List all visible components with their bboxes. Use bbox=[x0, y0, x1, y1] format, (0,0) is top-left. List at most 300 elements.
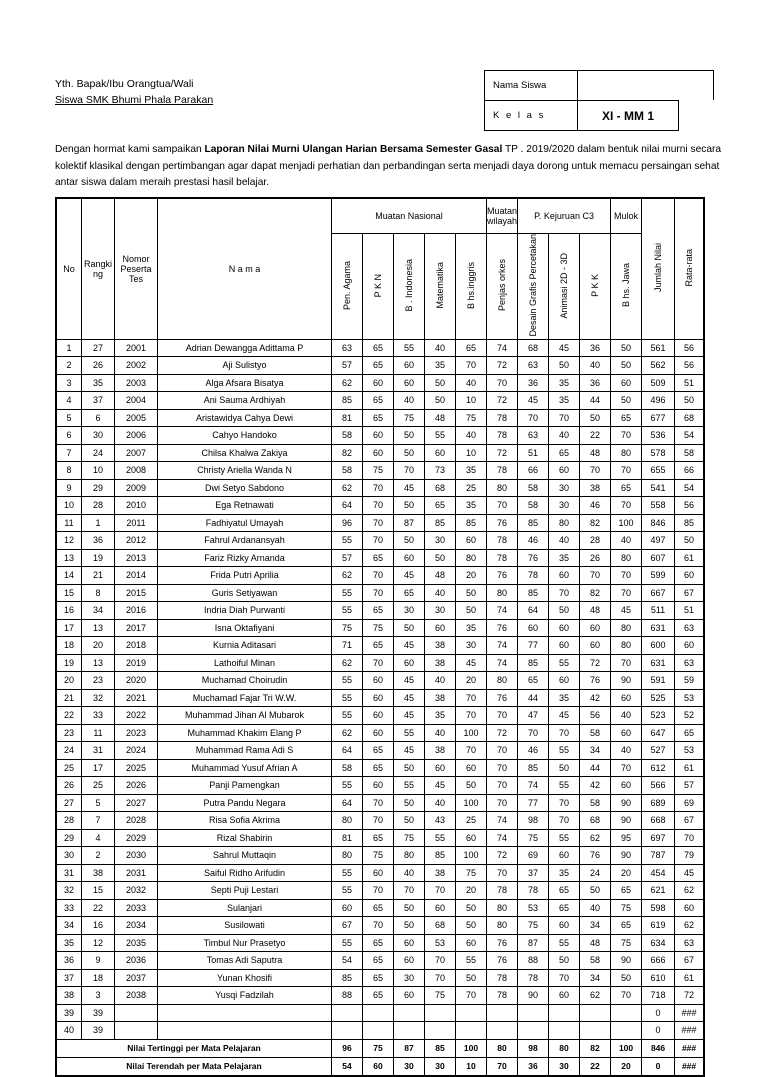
row-score: 56 bbox=[580, 707, 611, 725]
row-score: 58 bbox=[332, 462, 363, 480]
header-subject-b-indonesia-text: B . Indonesia bbox=[403, 259, 414, 312]
row-score: 50 bbox=[425, 374, 456, 392]
row-score: 20 bbox=[611, 864, 642, 882]
row-no: 15 bbox=[56, 584, 82, 602]
row-score: 74 bbox=[487, 339, 518, 357]
row-rangking: 16 bbox=[82, 917, 115, 935]
row-no: 34 bbox=[56, 917, 82, 935]
row-score: 70 bbox=[456, 987, 487, 1005]
table-row[interactable] bbox=[56, 409, 704, 427]
table-row[interactable] bbox=[56, 1004, 704, 1022]
table-row[interactable] bbox=[56, 654, 704, 672]
row-score: 76 bbox=[580, 672, 611, 690]
header-subject-desain-grafis bbox=[518, 234, 549, 340]
row-score: 60 bbox=[456, 532, 487, 550]
row-score: 68 bbox=[425, 479, 456, 497]
row-nomor-peserta: 2015 bbox=[115, 584, 158, 602]
row-rangking: 11 bbox=[82, 724, 115, 742]
row-score: 30 bbox=[456, 637, 487, 655]
row-score: 72 bbox=[487, 724, 518, 742]
row-no: 22 bbox=[56, 707, 82, 725]
row-jumlah-nilai: 536 bbox=[642, 427, 675, 445]
student-identity-box bbox=[484, 70, 714, 131]
row-score: 70 bbox=[611, 584, 642, 602]
row-no: 3 bbox=[56, 374, 82, 392]
row-rangking: 18 bbox=[82, 969, 115, 987]
row-score: 70 bbox=[611, 567, 642, 585]
row-jumlah-nilai: 566 bbox=[642, 777, 675, 795]
row-nomor-peserta: 2025 bbox=[115, 759, 158, 777]
row-score: 40 bbox=[611, 532, 642, 550]
row-rata-rata: ### bbox=[675, 1004, 705, 1022]
row-score: 53 bbox=[425, 934, 456, 952]
row-score: 48 bbox=[580, 934, 611, 952]
row-score: 50 bbox=[549, 759, 580, 777]
row-score: 38 bbox=[425, 742, 456, 760]
row-no: 36 bbox=[56, 952, 82, 970]
row-score: 50 bbox=[580, 882, 611, 900]
row-nama-siswa: Timbul Nur Prasetyo bbox=[158, 934, 332, 952]
row-score: 65 bbox=[363, 952, 394, 970]
row-score: 50 bbox=[394, 444, 425, 462]
row-rata-rata: 70 bbox=[675, 829, 705, 847]
row-score: 50 bbox=[394, 812, 425, 830]
table-row[interactable] bbox=[56, 392, 704, 410]
row-score: 60 bbox=[425, 619, 456, 637]
row-score: 45 bbox=[394, 479, 425, 497]
header-no: No bbox=[56, 198, 82, 339]
row-score: 75 bbox=[394, 829, 425, 847]
row-score: 65 bbox=[363, 339, 394, 357]
row-score: 44 bbox=[518, 689, 549, 707]
row-score: 78 bbox=[487, 462, 518, 480]
row-no: 23 bbox=[56, 724, 82, 742]
row-score bbox=[456, 1022, 487, 1040]
row-score: 30 bbox=[394, 969, 425, 987]
row-nama-siswa: Septi Puji Lestari bbox=[158, 882, 332, 900]
row-nama-siswa: Muhammad Rama Adi S bbox=[158, 742, 332, 760]
row-score: 58 bbox=[580, 952, 611, 970]
footer-jumlah: 846 bbox=[642, 1039, 675, 1057]
row-nama-siswa: Putra Pandu Negara bbox=[158, 794, 332, 812]
row-nama-siswa: Ani Sauma Ardhiyah bbox=[158, 392, 332, 410]
header-subject-penjasorkes-text: Penjas orkes bbox=[496, 259, 507, 312]
row-no: 26 bbox=[56, 777, 82, 795]
row-score: 47 bbox=[518, 707, 549, 725]
row-rata-rata: 59 bbox=[675, 672, 705, 690]
row-score: 60 bbox=[611, 724, 642, 742]
row-score: 55 bbox=[332, 689, 363, 707]
row-jumlah-nilai: 718 bbox=[642, 987, 675, 1005]
row-score: 78 bbox=[487, 969, 518, 987]
row-score: 48 bbox=[580, 602, 611, 620]
header-subject-pen-agama bbox=[332, 234, 363, 340]
row-jumlah-nilai: 511 bbox=[642, 602, 675, 620]
row-rata-rata: ### bbox=[675, 1022, 705, 1040]
row-score: 76 bbox=[487, 567, 518, 585]
row-score: 68 bbox=[518, 339, 549, 357]
row-score: 65 bbox=[549, 882, 580, 900]
table-row[interactable] bbox=[56, 864, 704, 882]
row-score: 60 bbox=[549, 637, 580, 655]
row-jumlah-nilai: 621 bbox=[642, 882, 675, 900]
row-score: 80 bbox=[487, 479, 518, 497]
row-nomor-peserta: 2022 bbox=[115, 707, 158, 725]
table-row[interactable] bbox=[56, 794, 704, 812]
intro-pre: Dengan hormat kami sampaikan bbox=[55, 144, 205, 155]
row-score: 50 bbox=[611, 969, 642, 987]
row-score: 35 bbox=[549, 864, 580, 882]
row-score: 55 bbox=[394, 724, 425, 742]
row-score: 60 bbox=[611, 374, 642, 392]
row-score: 50 bbox=[611, 392, 642, 410]
row-score: 64 bbox=[332, 497, 363, 515]
row-score: 70 bbox=[363, 567, 394, 585]
footer-value: 85 bbox=[425, 1039, 456, 1057]
table-row[interactable] bbox=[56, 462, 704, 480]
row-rata-rata: 67 bbox=[675, 584, 705, 602]
row-score: 78 bbox=[518, 567, 549, 585]
row-score: 65 bbox=[363, 934, 394, 952]
row-score: 22 bbox=[580, 427, 611, 445]
row-nomor-peserta: 2033 bbox=[115, 899, 158, 917]
row-score: 55 bbox=[332, 934, 363, 952]
row-score: 65 bbox=[394, 584, 425, 602]
row-jumlah-nilai: 666 bbox=[642, 952, 675, 970]
addressee-block bbox=[55, 76, 213, 108]
row-score: 63 bbox=[332, 339, 363, 357]
row-score: 66 bbox=[518, 462, 549, 480]
row-rangking: 20 bbox=[82, 637, 115, 655]
table-row[interactable] bbox=[56, 497, 704, 515]
row-score: 62 bbox=[580, 829, 611, 847]
row-rangking: 39 bbox=[82, 1004, 115, 1022]
row-score bbox=[487, 1022, 518, 1040]
row-jumlah-nilai: 541 bbox=[642, 479, 675, 497]
row-score: 63 bbox=[518, 427, 549, 445]
row-score: 70 bbox=[518, 724, 549, 742]
row-no: 40 bbox=[56, 1022, 82, 1040]
row-nomor-peserta: 2012 bbox=[115, 532, 158, 550]
footer-rata: ### bbox=[675, 1039, 705, 1057]
row-score: 50 bbox=[456, 969, 487, 987]
row-score: 65 bbox=[363, 392, 394, 410]
row-score: 75 bbox=[332, 619, 363, 637]
footer-value: 30 bbox=[425, 1057, 456, 1076]
row-nama-siswa: Sahrul Muttaqin bbox=[158, 847, 332, 865]
row-score: 40 bbox=[394, 864, 425, 882]
row-score: 60 bbox=[394, 952, 425, 970]
row-score bbox=[549, 1004, 580, 1022]
row-rata-rata: 56 bbox=[675, 497, 705, 515]
row-rata-rata: 65 bbox=[675, 724, 705, 742]
table-row[interactable] bbox=[56, 637, 704, 655]
row-score: 70 bbox=[549, 724, 580, 742]
table-row[interactable] bbox=[56, 584, 704, 602]
row-score: 50 bbox=[394, 497, 425, 515]
row-score: 96 bbox=[332, 514, 363, 532]
row-nama-siswa: Fariz Rizky Arnanda bbox=[158, 549, 332, 567]
row-score: 82 bbox=[580, 514, 611, 532]
header-rata-rata-text: Rata-rata bbox=[683, 249, 694, 287]
table-row[interactable] bbox=[56, 812, 704, 830]
row-nama-siswa: Aristawidya Cahya Dewi bbox=[158, 409, 332, 427]
row-score: 55 bbox=[425, 829, 456, 847]
row-score: 70 bbox=[611, 462, 642, 480]
row-nama-siswa: Adrian Dewangga Adittama P bbox=[158, 339, 332, 357]
row-score: 46 bbox=[518, 742, 549, 760]
row-score: 75 bbox=[456, 864, 487, 882]
row-score: 45 bbox=[611, 602, 642, 620]
row-score: 57 bbox=[332, 357, 363, 375]
table-row[interactable] bbox=[56, 777, 704, 795]
footer-value: 75 bbox=[363, 1039, 394, 1057]
row-score: 65 bbox=[363, 357, 394, 375]
row-score: 20 bbox=[456, 567, 487, 585]
row-score: 58 bbox=[518, 479, 549, 497]
row-no: 10 bbox=[56, 497, 82, 515]
table-row[interactable] bbox=[56, 742, 704, 760]
table-row[interactable] bbox=[56, 357, 704, 375]
row-rata-rata: 62 bbox=[675, 882, 705, 900]
row-no: 39 bbox=[56, 1004, 82, 1022]
row-score bbox=[363, 1004, 394, 1022]
row-score: 55 bbox=[332, 777, 363, 795]
row-rangking: 35 bbox=[82, 374, 115, 392]
footer-value: 98 bbox=[518, 1039, 549, 1057]
row-score bbox=[487, 1004, 518, 1022]
row-nomor-peserta: 2003 bbox=[115, 374, 158, 392]
row-jumlah-nilai: 591 bbox=[642, 672, 675, 690]
table-row[interactable] bbox=[56, 934, 704, 952]
table-row[interactable] bbox=[56, 427, 704, 445]
row-score: 77 bbox=[518, 637, 549, 655]
table-row[interactable] bbox=[56, 917, 704, 935]
row-score: 60 bbox=[456, 759, 487, 777]
row-score bbox=[611, 1004, 642, 1022]
table-row[interactable] bbox=[56, 339, 704, 357]
addressee-line-2: Siswa SMK Bhumi Phala Parakan bbox=[55, 94, 214, 106]
kelas-value: XI - MM 1 bbox=[601, 108, 654, 123]
nama-siswa-value[interactable] bbox=[578, 71, 713, 100]
row-rangking: 12 bbox=[82, 934, 115, 952]
row-score: 82 bbox=[332, 444, 363, 462]
row-score: 90 bbox=[611, 952, 642, 970]
row-rangking: 26 bbox=[82, 357, 115, 375]
row-score: 72 bbox=[487, 847, 518, 865]
row-score: 70 bbox=[425, 952, 456, 970]
table-row[interactable] bbox=[56, 567, 704, 585]
row-no: 21 bbox=[56, 689, 82, 707]
table-row[interactable] bbox=[56, 532, 704, 550]
row-score: 40 bbox=[425, 724, 456, 742]
row-no: 1 bbox=[56, 339, 82, 357]
row-score: 70 bbox=[549, 794, 580, 812]
row-score: 75 bbox=[611, 934, 642, 952]
row-nomor-peserta: 2014 bbox=[115, 567, 158, 585]
row-rangking: 39 bbox=[82, 1022, 115, 1040]
row-score: 50 bbox=[394, 427, 425, 445]
row-score: 70 bbox=[456, 357, 487, 375]
row-no: 17 bbox=[56, 619, 82, 637]
row-score: 80 bbox=[487, 917, 518, 935]
header-rangking: Rangki ng bbox=[82, 198, 115, 339]
row-rata-rata: 57 bbox=[675, 777, 705, 795]
table-row[interactable] bbox=[56, 672, 704, 690]
table-row[interactable] bbox=[56, 899, 704, 917]
footer-jumlah: 0 bbox=[642, 1057, 675, 1076]
table-row[interactable] bbox=[56, 952, 704, 970]
row-jumlah-nilai: 612 bbox=[642, 759, 675, 777]
row-score: 36 bbox=[518, 374, 549, 392]
row-score: 55 bbox=[332, 672, 363, 690]
row-score: 70 bbox=[363, 584, 394, 602]
table-row[interactable] bbox=[56, 1022, 704, 1040]
row-score: 43 bbox=[425, 812, 456, 830]
table-row[interactable] bbox=[56, 444, 704, 462]
row-jumlah-nilai: 647 bbox=[642, 724, 675, 742]
row-nama-siswa: Dwi Setyo Sabdono bbox=[158, 479, 332, 497]
row-score: 20 bbox=[456, 882, 487, 900]
table-row[interactable] bbox=[56, 987, 704, 1005]
row-nomor-peserta: 2024 bbox=[115, 742, 158, 760]
row-score bbox=[518, 1004, 549, 1022]
row-score: 80 bbox=[549, 514, 580, 532]
table-row[interactable] bbox=[56, 759, 704, 777]
header-subject-pkn-text: P K N bbox=[372, 273, 383, 297]
row-score: 46 bbox=[580, 497, 611, 515]
row-nomor-peserta: 2017 bbox=[115, 619, 158, 637]
table-row[interactable] bbox=[56, 602, 704, 620]
row-score: 38 bbox=[580, 479, 611, 497]
kelas-row bbox=[484, 100, 679, 131]
header-subject-bhs-jawa bbox=[611, 234, 642, 340]
row-score: 50 bbox=[611, 357, 642, 375]
row-score: 78 bbox=[487, 532, 518, 550]
row-no: 28 bbox=[56, 812, 82, 830]
row-score: 62 bbox=[332, 724, 363, 742]
row-score: 40 bbox=[425, 584, 456, 602]
row-score bbox=[425, 1022, 456, 1040]
row-score: 75 bbox=[363, 847, 394, 865]
intro-title: Laporan Nilai Murni Ulangan Harian Bersama Semester Gasal bbox=[204, 144, 503, 155]
row-score: 60 bbox=[363, 689, 394, 707]
table-row[interactable] bbox=[56, 707, 704, 725]
row-score: 87 bbox=[518, 934, 549, 952]
row-score: 60 bbox=[425, 759, 456, 777]
row-score: 20 bbox=[456, 672, 487, 690]
row-no: 6 bbox=[56, 427, 82, 445]
row-jumlah-nilai: 607 bbox=[642, 549, 675, 567]
table-row[interactable] bbox=[56, 374, 704, 392]
row-jumlah-nilai: 525 bbox=[642, 689, 675, 707]
table-row[interactable] bbox=[56, 724, 704, 742]
row-score: 100 bbox=[456, 794, 487, 812]
row-rangking: 9 bbox=[82, 952, 115, 970]
row-jumlah-nilai: 558 bbox=[642, 497, 675, 515]
row-score: 70 bbox=[394, 882, 425, 900]
table-row[interactable] bbox=[56, 619, 704, 637]
row-score: 40 bbox=[425, 339, 456, 357]
row-rangking: 15 bbox=[82, 882, 115, 900]
row-jumlah-nilai: 668 bbox=[642, 812, 675, 830]
row-nomor-peserta: 2037 bbox=[115, 969, 158, 987]
row-rata-rata: 54 bbox=[675, 427, 705, 445]
row-score: 60 bbox=[363, 444, 394, 462]
row-score: 76 bbox=[487, 619, 518, 637]
table-row[interactable] bbox=[56, 479, 704, 497]
table-row[interactable] bbox=[56, 689, 704, 707]
row-rangking: 21 bbox=[82, 567, 115, 585]
row-score: 76 bbox=[487, 952, 518, 970]
row-nama-siswa: Muhammad Jihan Al Mubarok bbox=[158, 707, 332, 725]
row-score: 70 bbox=[363, 654, 394, 672]
row-score: 60 bbox=[332, 899, 363, 917]
row-score: 10 bbox=[456, 392, 487, 410]
row-score: 75 bbox=[394, 409, 425, 427]
row-no: 2 bbox=[56, 357, 82, 375]
row-no: 25 bbox=[56, 759, 82, 777]
row-rangking: 13 bbox=[82, 619, 115, 637]
row-score: 55 bbox=[332, 532, 363, 550]
footer-value: 80 bbox=[549, 1039, 580, 1057]
row-rata-rata: 63 bbox=[675, 654, 705, 672]
row-score: 70 bbox=[580, 462, 611, 480]
header-rata-rata bbox=[675, 198, 705, 339]
row-nama-siswa: Susilowati bbox=[158, 917, 332, 935]
row-score: 30 bbox=[425, 602, 456, 620]
table-row[interactable] bbox=[56, 549, 704, 567]
header-subject-pkk bbox=[580, 234, 611, 340]
row-score: 45 bbox=[549, 339, 580, 357]
table-row[interactable] bbox=[56, 829, 704, 847]
row-score: 35 bbox=[425, 357, 456, 375]
table-row[interactable] bbox=[56, 882, 704, 900]
row-rata-rata: 60 bbox=[675, 637, 705, 655]
row-score: 55 bbox=[394, 777, 425, 795]
header-subject-penjasorkes bbox=[487, 234, 518, 340]
row-score: 60 bbox=[549, 987, 580, 1005]
row-score: 40 bbox=[611, 707, 642, 725]
row-score: 35 bbox=[425, 707, 456, 725]
nama-siswa-row bbox=[484, 70, 714, 100]
row-no: 4 bbox=[56, 392, 82, 410]
row-jumlah-nilai: 677 bbox=[642, 409, 675, 427]
row-score: 50 bbox=[549, 357, 580, 375]
row-score: 70 bbox=[487, 864, 518, 882]
row-score: 34 bbox=[580, 742, 611, 760]
row-score: 65 bbox=[363, 602, 394, 620]
row-nomor-peserta: 2005 bbox=[115, 409, 158, 427]
table-row[interactable] bbox=[56, 847, 704, 865]
row-score: 38 bbox=[425, 864, 456, 882]
row-score: 65 bbox=[363, 759, 394, 777]
row-score: 63 bbox=[518, 357, 549, 375]
row-score: 90 bbox=[611, 847, 642, 865]
row-rangking: 30 bbox=[82, 427, 115, 445]
row-jumlah-nilai: 562 bbox=[642, 357, 675, 375]
row-score: 70 bbox=[363, 917, 394, 935]
table-row[interactable] bbox=[56, 969, 704, 987]
row-score: 40 bbox=[394, 392, 425, 410]
header-subject-matematika-text: Matematika bbox=[434, 262, 445, 309]
row-score: 55 bbox=[332, 882, 363, 900]
group-header-row bbox=[56, 198, 704, 234]
row-score: 70 bbox=[611, 987, 642, 1005]
row-score: 60 bbox=[363, 707, 394, 725]
row-score: 70 bbox=[518, 409, 549, 427]
table-row[interactable] bbox=[56, 514, 704, 532]
